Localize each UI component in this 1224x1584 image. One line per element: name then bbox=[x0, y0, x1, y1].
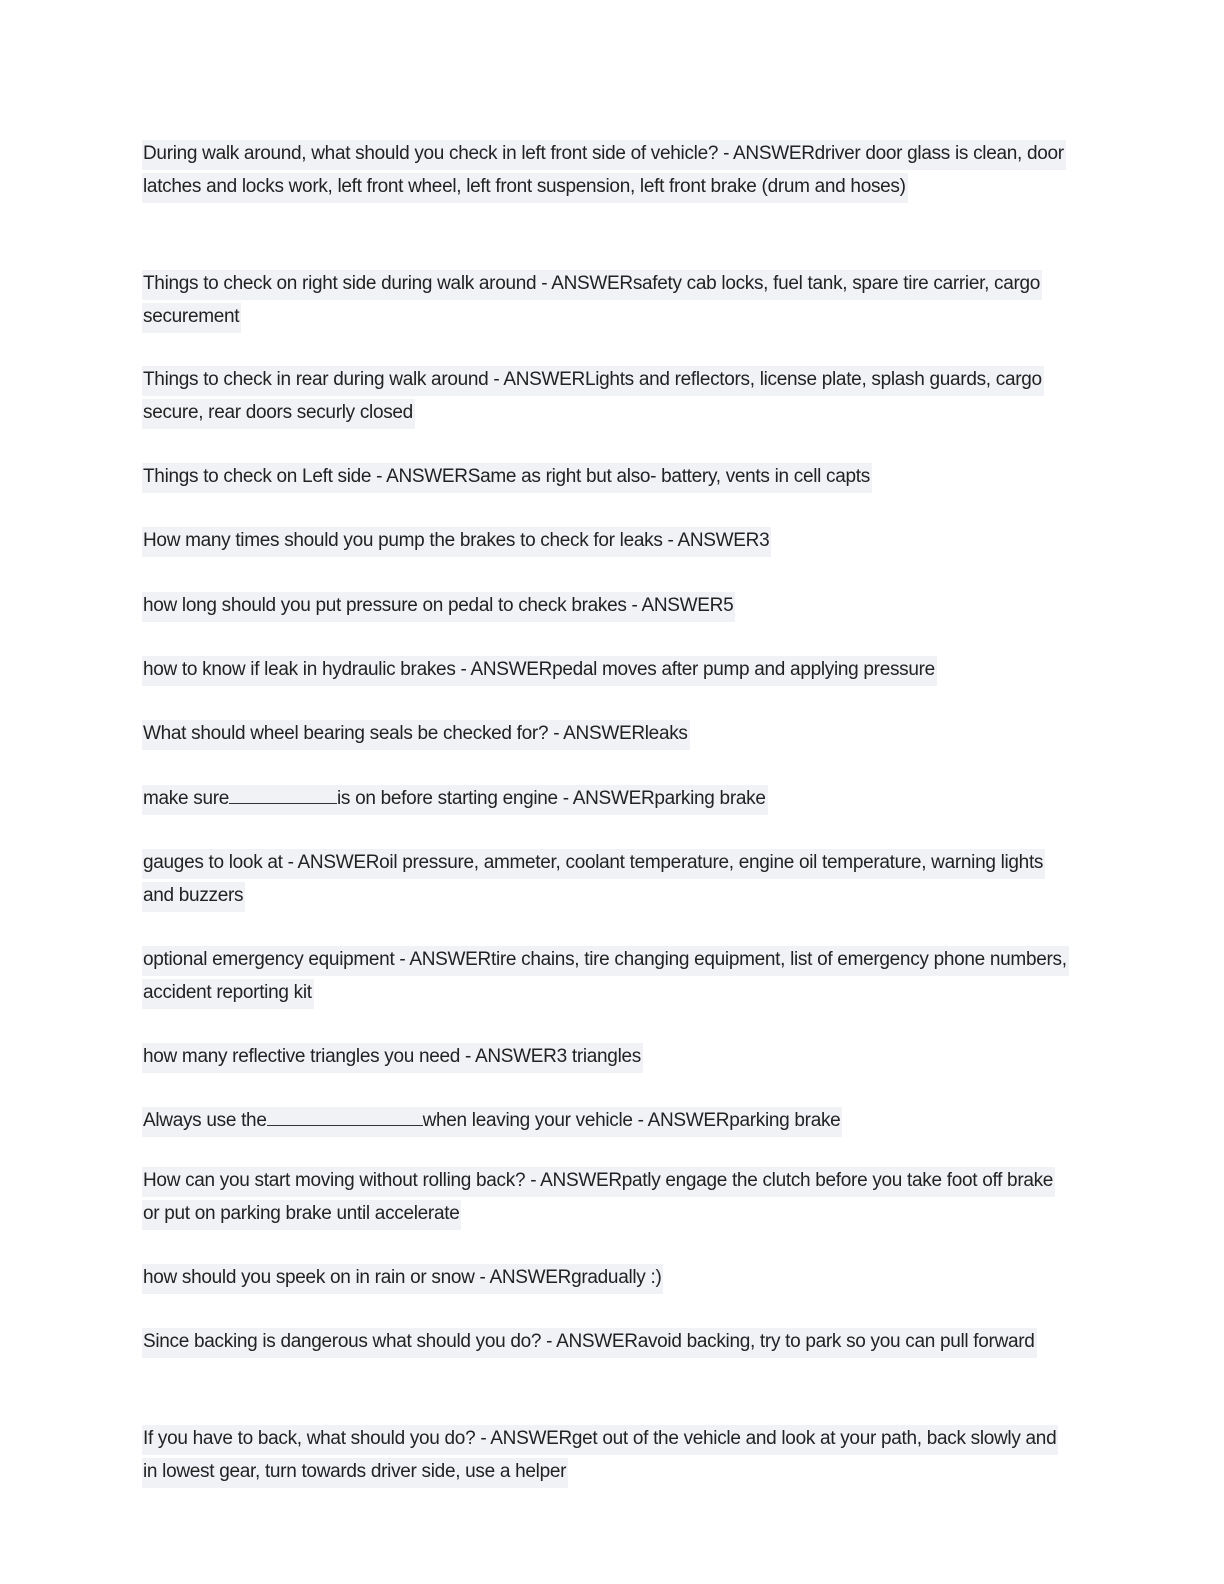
question-text: gauges to look at bbox=[143, 852, 283, 873]
question-text: How can you start moving without rolling back? bbox=[143, 1170, 526, 1191]
question-text-start: make sure bbox=[143, 788, 230, 809]
question-text-end: when leaving your vehicle bbox=[422, 1110, 633, 1131]
answer-text: 5 bbox=[723, 595, 734, 616]
answer-text: pedal moves after pump and applying pressure bbox=[552, 659, 935, 680]
answer-separator: - ANSWER bbox=[525, 1170, 622, 1191]
answer-separator: - ANSWER bbox=[536, 273, 633, 294]
qa-item-7 bbox=[142, 654, 1072, 687]
answer-separator: - ANSWER bbox=[394, 949, 491, 970]
question-text: how many reflective triangles you need bbox=[143, 1046, 461, 1067]
answer-text: parking brake bbox=[654, 788, 766, 809]
answer-text: tire chains, tire changing equipment, list of emergency phone numbers, accident reporting kit bbox=[143, 949, 1067, 1003]
answer-text: patly engage the clutch before you take foot off brake or put on parking brake until accelerate bbox=[143, 1170, 1054, 1224]
question-text-start: Always use the bbox=[143, 1110, 267, 1131]
question-text: What should wheel bearing seals be checked for? bbox=[143, 723, 549, 744]
answer-text: 3 triangles bbox=[556, 1046, 641, 1067]
answer-separator: - ANSWER bbox=[662, 530, 760, 551]
answer-text: leaks bbox=[644, 723, 688, 744]
answer-text: parking brake bbox=[729, 1110, 841, 1131]
qa-item-10 bbox=[142, 847, 1072, 912]
qa-item-9 bbox=[142, 783, 1072, 816]
answer-separator: - ANSWER bbox=[474, 1267, 572, 1288]
answer-text: safety cab locks, fuel tank, spare tire carrier, cargo securement bbox=[143, 273, 1041, 327]
answer-separator: - ANSWER bbox=[632, 1110, 730, 1131]
question-text: If you have to back, what should you do? bbox=[143, 1428, 476, 1449]
qa-item-14 bbox=[142, 1165, 1072, 1230]
question-text: Things to check in rear during walk around bbox=[143, 369, 489, 390]
qa-item-13 bbox=[142, 1105, 1072, 1138]
question-text: Things to check on right side during walk around bbox=[143, 273, 537, 294]
answer-text: driver door glass is clean, door latches and locks work, left front wheel, left front suspension, left front brake (drum and hoses) bbox=[143, 143, 1064, 197]
qa-item-2 bbox=[142, 268, 1072, 333]
answer-text: Lights and reflectors, license plate, splash guards, cargo secure, rear doors securly closed bbox=[143, 369, 1042, 423]
qa-item-1 bbox=[142, 138, 1072, 203]
question-text: how to know if leak in hydraulic brakes bbox=[143, 659, 456, 680]
answer-separator: - ANSWER bbox=[541, 1331, 638, 1352]
answer-text: avoid backing, try to park so you can pull forward bbox=[637, 1331, 1035, 1352]
qa-item-5 bbox=[142, 525, 1072, 558]
answer-text: oil pressure, ammeter, coolant temperature, engine oil temperature, warning lights and buzzers bbox=[143, 852, 1044, 906]
question-text: During walk around, what should you check in left front side of vehicle? bbox=[143, 143, 719, 164]
answer-separator: - ANSWER bbox=[626, 595, 724, 616]
answer-text: Same as right but also- battery, vents in cell capts bbox=[467, 466, 870, 487]
question-text: Things to check on Left side bbox=[143, 466, 372, 487]
answer-text: get out of the vehicle and look at your path, back slowly and in lowest gear, turn towards driver side, use a helper bbox=[143, 1428, 1057, 1482]
answer-separator: - ANSWER bbox=[475, 1428, 572, 1449]
qa-item-6 bbox=[142, 590, 1072, 623]
answer-text: 3 bbox=[759, 530, 770, 551]
qa-item-12 bbox=[142, 1041, 1072, 1074]
answer-separator: - ANSWER bbox=[455, 659, 553, 680]
answer-separator: - ANSWER bbox=[488, 369, 585, 390]
fill-in-blank bbox=[267, 1107, 423, 1126]
question-text: How many times should you pump the brakes to check for leaks bbox=[143, 530, 663, 551]
qa-item-3 bbox=[142, 364, 1072, 429]
question-text: Since backing is dangerous what should you do? bbox=[143, 1331, 542, 1352]
qa-item-15 bbox=[142, 1262, 1072, 1295]
answer-separator: - ANSWER bbox=[282, 852, 380, 873]
answer-separator: - ANSWER bbox=[460, 1046, 557, 1067]
answer-separator: - ANSWER bbox=[548, 723, 645, 744]
question-text: how should you speek on in rain or snow bbox=[143, 1267, 475, 1288]
answer-separator: - ANSWER bbox=[371, 466, 468, 487]
answer-separator: - ANSWER bbox=[557, 788, 655, 809]
answer-separator: - ANSWER bbox=[718, 143, 815, 164]
answer-text: gradually :) bbox=[571, 1267, 662, 1288]
qa-item-17 bbox=[142, 1423, 1072, 1488]
qa-item-16 bbox=[142, 1326, 1072, 1359]
qa-item-11 bbox=[142, 944, 1072, 1009]
fill-in-blank bbox=[229, 785, 337, 804]
qa-item-4 bbox=[142, 461, 1072, 494]
question-text: optional emergency equipment bbox=[143, 949, 395, 970]
question-text: how long should you put pressure on pedal to check brakes bbox=[143, 595, 627, 616]
qa-item-8 bbox=[142, 718, 1072, 751]
question-text-end: is on before starting engine bbox=[337, 788, 558, 809]
